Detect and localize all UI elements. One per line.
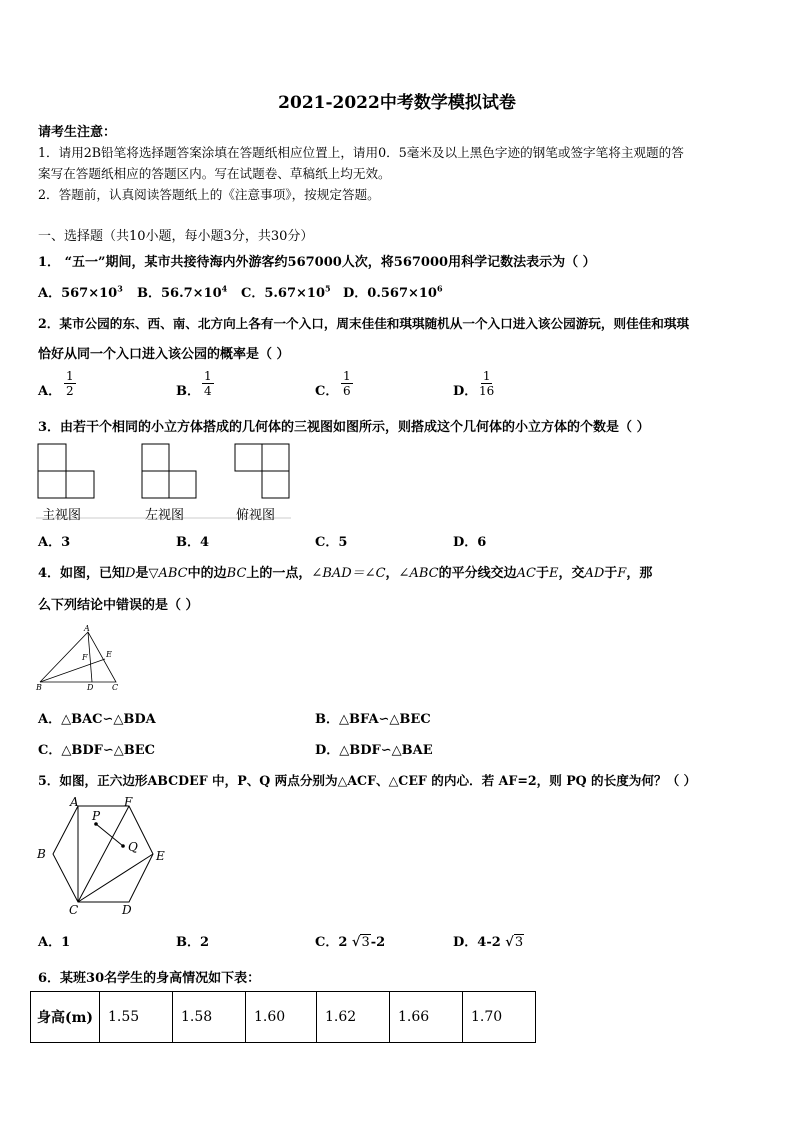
q5-option-c[interactable]: C．2 √3-2 — [315, 935, 386, 950]
q5-option-a[interactable]: A．1 — [38, 935, 71, 950]
question-5-stem: 5．如图，正六边形ABCDEF 中，P、Q 两点分别为△ACF、△CEF 的内心．若 AF=2，则 PQ 的长度为何？（ ） — [38, 773, 697, 788]
fig4-label-e: E — [106, 650, 112, 659]
question-4-stem-1: 4．如图，已知D是▽ABC中的边BC上的一点，∠BAD＝∠C，∠ABC的平分线交边AC于E，交AD于F，那 — [38, 566, 653, 581]
q2-option-d[interactable]: D． — [453, 384, 478, 399]
fig5-label-b: B — [37, 847, 46, 861]
page-title: 2021-2022中考数学模拟试卷 — [278, 93, 516, 113]
q4-option-a[interactable]: A．△BAC∽△BDA — [38, 712, 156, 727]
q3-option-c[interactable]: C．5 — [315, 535, 348, 550]
triangle-figure — [34, 622, 134, 694]
question-4-stem-2: 么下列结论中错误的是（ ） — [38, 598, 199, 613]
q2-option-c[interactable]: C． — [315, 384, 339, 399]
q3-option-a[interactable]: A．3 — [38, 535, 71, 550]
fig4-label-f: F — [82, 653, 88, 662]
q1-option-d[interactable]: D．$0.567\times 10^6$ — [343, 283, 443, 301]
q3-option-d[interactable]: D．6 — [453, 535, 487, 550]
table-cell: 1.70 — [463, 992, 536, 1043]
table-cell: 1.55 — [100, 992, 173, 1043]
q2-option-a[interactable]: A． — [38, 384, 62, 399]
table-cell: 1.60 — [246, 992, 317, 1043]
q2-option-d-fraction: $\frac{1}{16}$ — [479, 369, 495, 398]
table-row — [31, 992, 536, 1043]
notice-line-2: 案写在答题纸相应的答题区内。写在试题卷、草稿纸上均无效。 — [38, 166, 391, 181]
q2-option-c-fraction: $\frac{1}{6}$ — [343, 369, 351, 398]
top-view-label: 俯视图 — [236, 508, 276, 523]
fig4-label-a: A — [84, 624, 90, 633]
fig5-label-d: D — [122, 903, 132, 917]
question-2-stem-2: 恰好从同一个入口进入该公园的概率是（ ） — [38, 347, 290, 362]
fig5-label-c: C — [69, 903, 79, 917]
fig4-label-b: B — [36, 683, 42, 692]
fig5-label-f: F — [124, 795, 133, 809]
section-heading: 一、选择题（共10小题，每小题3分，共30分） — [38, 229, 314, 244]
table-cell: 1.62 — [317, 992, 390, 1043]
notice-line-1: 1．请用2B铅笔将选择题答案涂填在答题纸相应位置上，请用0．5毫米及以上黑色字迹的钢笔或签字笔将主观题的答 — [38, 145, 684, 160]
fig5-label-p: P — [92, 809, 101, 823]
fig4-label-c: C — [112, 683, 119, 692]
table-cell: 1.58 — [173, 992, 246, 1043]
question-2-stem-1: 2．某市公园的东、西、南、北方向上各有一个入口，周末佳佳和琪琪随机从一个入口进入该公园游玩，则佳佳和琪琪 — [38, 316, 690, 331]
table-cell: 1.66 — [390, 992, 463, 1043]
q1-option-a[interactable]: A．$567\times 10^3$ — [38, 283, 123, 301]
q4-option-d[interactable]: D．△BDF∽△BAE — [315, 743, 433, 758]
q4-option-b[interactable]: B．△BFA∽△BEC — [315, 712, 431, 727]
q1-option-c[interactable]: C．$5.67\times 10^5$ — [241, 283, 331, 301]
hexagon-figure — [34, 794, 174, 918]
fig5-label-e: E — [156, 849, 165, 863]
q2-option-b-fraction: $\frac{1}{4}$ — [204, 369, 212, 398]
q1-option-b[interactable]: B．$56.7\times 10^4$ — [137, 283, 228, 301]
q5-option-d[interactable]: D．4-2 √3 — [453, 935, 524, 950]
q3-option-b[interactable]: B．4 — [176, 535, 210, 550]
fig5-label-q: Q — [128, 840, 138, 854]
question-1-stem: 1． “五一”期间，某市共接待海内外游客约567000人次，将567000用科学记数法表示为（ ） — [38, 255, 596, 270]
question-6-stem: 6．某班30名学生的身高情况如下表： — [38, 971, 261, 986]
question-3-stem: 3．由若干个相同的小立方体搭成的几何体的三视图如图所示，则搭成这个几何体的小立方体的个数是（ ） — [38, 420, 650, 435]
table-header-cell: 身高(m) — [31, 992, 100, 1043]
front-view-label: 主视图 — [42, 508, 82, 523]
notice-line-3: 2．答题前，认真阅读答题纸上的《注意事项》，按规定答题。 — [38, 187, 380, 202]
q2-option-b[interactable]: B． — [176, 384, 200, 399]
q4-option-c[interactable]: C．△BDF∽△BEC — [38, 743, 155, 758]
height-table — [30, 991, 536, 1043]
fig5-label-a: A — [70, 795, 79, 809]
side-view-label: 左视图 — [145, 508, 185, 523]
q5-option-b[interactable]: B．2 — [176, 935, 210, 950]
notice-heading: 请考生注意： — [38, 125, 117, 140]
q2-option-a-fraction: $\frac{1}{2}$ — [66, 369, 74, 398]
fig4-label-d: D — [87, 683, 94, 692]
